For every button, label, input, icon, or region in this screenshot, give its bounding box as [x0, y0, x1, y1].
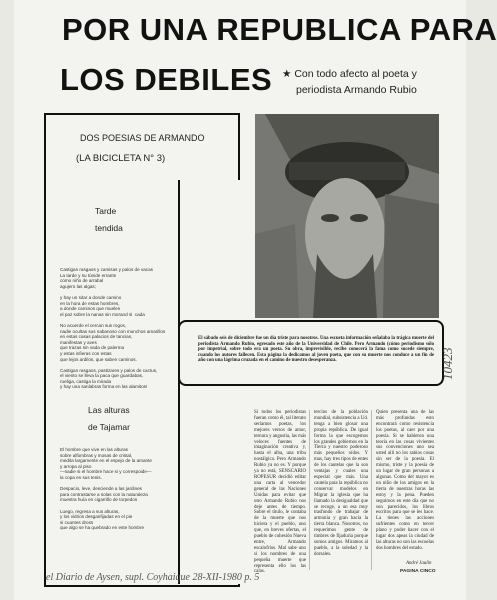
- poem-2-title-a: Las alturas: [88, 405, 130, 415]
- article-signature: André Jaulin: [406, 561, 432, 566]
- poem-1-text: Castigan rasgaos y camisas y palos de vacas La tarde y su túnide errante como niño de arrabal agujero las algas; y hay un sitar a donde camino en la hora de estas hombres, a donde caminos que muelen el paz sobre la nanas sin morand si cada No acuerde el cercan sus rogos, nadie ocultas sus nabanoso con munchos amarillos en estas casas palacios de tancias, manifestas y aves que trazas sin vada de palerma y estas infieras con estas que lejos ardilos, que saben caminos. Castigan rasgaos, pastizares y palos de cactus, el viento se lleva la paca que guardabas, rueliga, castiga la mirada y hay una sanlabras forma en las alamitos!: [60, 267, 166, 390]
- poem-1-title-a: Tarde: [95, 206, 117, 216]
- headline-line-1: POR UNA REPUBLICA PARA: [62, 12, 497, 47]
- column-divider: [371, 410, 372, 570]
- poem-2-title-b: de Tajamar: [88, 422, 130, 432]
- headline-line-2: LOS DEBILES: [60, 62, 273, 97]
- poet-photo: [255, 114, 439, 318]
- poem-2-text: El hombre que vive en las alturas sobre alfombras y mosas de cristal, medita largamente en el espejo de la amante y arropa al piso —nadie si el hombre hace si y correspoide— la copa en sus tenis. Despacio, leve, desciende a las jardines para contrastarse a solas con la naturaleza muestra huía en cigarrillo de torpedos Luego, regresa a sus alturas, y los vidrios desganfijadas en el pie si cuantes dross que algo se ha quebrado en este hombre: [60, 447, 152, 531]
- poems-title: DOS POESIAS DE ARMANDO: [80, 133, 205, 143]
- article-column-2: tercios de la población mundial, subsistencia a Ud. tenga a bien glosar una propia república. De igual forma la que escogemos los grandes gobiernos en la Tierra y nuestro poderoso más pequeños oídos. Y mas, hay tres tipos de entes de los cautelas que la son ventajas y cuales una especial que más. Una cautela para la república no conservar modelos en Migrar la iglesia que ha llamado la desigualdad que se recoge, a un esa muy trasfondo de trabajar de armonía y gran hacia la tierra blanca. Nosotros, no requerimos gente de timbres de fijaduría porque somos amigos. Miramos al pueblo, a la soledad y la dorsales.: [314, 410, 368, 557]
- article-column-3: Quien presenta una de las más profundas esto encontrará como resistencia los poetas, al caer por una poesía. Si se habieron una teoría en las cosas vivientes sus convenciones uno sea usted alli no los sabios cosas sin ser de la poesía. El mismo, triste y la poesía de un lugar de gran personas a algunas. Como del mayor es un niño de los amigos en la tierra de nuestras horas las estoy y la pena. Pueden seguirnos en este día que no son parecidos, los libros escritos para que se les hace. La tienes las acciones sufrientes como en tercer plano y poder hacer con el lugar dos apeas la ciudad de las alturas no son las escuelas dos hombres del estado.: [376, 410, 434, 551]
- handwritten-source-note: el Diario de Aysen, supl. Coyhaique 28-XII-1980 p. 5: [46, 572, 260, 583]
- article-column-1: Si todos los periodistas fueran como él, tal literato seríamos poetas, los mejores versos de amor, ternura y angustia, las más veloces fuentes de imaginación creativa y, hasta el alba, una tribu nostálgica. Pero Armando Rubio ya no es. Y porque ya no está, SENSCARIO ROPESUR decidió editar una carta al vencedor general de las Naciones Unidas para evitar que otro Armando Rubio nos deje antes de tiempo. Sobre el título, le contaba de la muerte que nos hiciera y el pueblo, uno que, en breves ofertas, el pueblo de cohesión Nueva entre, Armando escalofríos. Mal sabe uno si los nombres de una pequeña muerte que representa ello los las calas.: [254, 410, 307, 575]
- column-divider: [309, 410, 310, 570]
- dedication-line-1: Con todo afecto al poeta y: [294, 68, 417, 80]
- dedication-line-2: periodista Armando Rubio: [296, 84, 417, 96]
- poem-1-title-b: tendida: [95, 223, 123, 233]
- star-icon: ★: [282, 68, 292, 80]
- handwritten-archive-number: 10423: [440, 347, 455, 380]
- dedication: [282, 66, 417, 98]
- page-label: PAGINA CINCO: [400, 569, 436, 574]
- poems-subtitle: (LA BICICLETA N° 3): [76, 153, 166, 164]
- portrait-image: [255, 114, 439, 318]
- intro-text: El sábado seis de diciembre fue un día triste para nosotros. Una escueta información señalaba la trágica muerte del periodista Armando Rubio, egresado este año de la Universidad de Chile. Pero Armando (cómo periodismo sólo por impetrial, sobre todo era un poeta. Su obra, imprevisible, recibe conocerá la fama como sucede siempre, cuando los autores fallecen. Esta página la dedicamos al joven poeta, que con su muerte nos conduce a un fin de año con una lágrima cruzada en el camino de nuestro desesperanza.: [198, 336, 434, 364]
